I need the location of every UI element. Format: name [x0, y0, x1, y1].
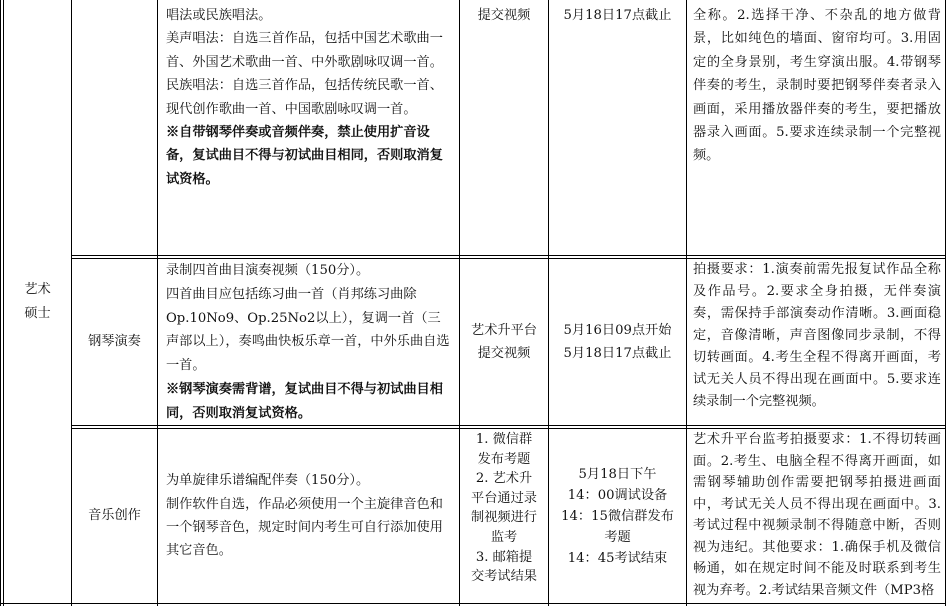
row1-content	[162, 4, 452, 254]
row3-time-line-2: 14：00调试设备	[567, 487, 668, 503]
category-line-1: 艺术	[24, 282, 51, 298]
row3-method-line-7: 3. 邮箱提	[475, 549, 533, 565]
row3-method-line-8: 交考试结果	[471, 569, 537, 585]
row2-content-line-1: 录制四首曲目演奏视频（150分）。	[166, 263, 370, 278]
row3-time-line-5: 14：45考试结束	[567, 550, 668, 566]
row2-subject	[72, 259, 157, 425]
row2-subject-label: 钢琴演奏	[88, 334, 141, 350]
row2-method-line-1: 艺术升平台	[471, 322, 537, 338]
row-divider-1	[71, 255, 946, 256]
row2-time	[549, 259, 686, 425]
table-border-right	[945, 0, 946, 606]
row1-method	[460, 4, 548, 254]
row2-method	[460, 259, 548, 425]
row3-requirements-text: 艺术升平台监考拍摄要求：1.不得切转画面。2.考生、电脑全程不得离开画面，如需钢琴辅助创作需要把钢琴拍摄进画面中，考试无关人员不得出现在画面中。3.考试过程中视频录制不得随意中断，否则视为违纪。其他要求：1.确保手机及微信畅通，如在规定时间不能及时联系到考生视为弃考。2.考试结果音频文件（MP3格	[693, 432, 941, 598]
row2-method-line-2: 提交视频	[477, 346, 531, 361]
row3-content	[162, 429, 452, 603]
row3-subject-label: 音乐创作	[88, 508, 141, 524]
row3-requirements	[690, 429, 945, 603]
row1-time	[549, 4, 686, 254]
row2-time-line-1: 5月16日09点开始	[563, 322, 672, 338]
row-divider-2	[71, 425, 946, 426]
row2-requirements-text: 拍摄要求：1.演奏前需先报复试作品全称及作品号。2.要求全身拍摄，无伴奏演奏，需保持手部演奏动作清晰。3.画面稳定，音像清晰，声音图像同步录制，不得切转画面。4.考生全程不得离开画面，考试无关人员不得出现在画面中。5.要求连续录制一个完整视频。	[693, 262, 941, 409]
table-border-left	[0, 0, 1, 606]
row1-note: ※自带钢琴伴奏或音频伴奏，禁止使用扩音设备，复试曲目不得与初试曲目相同，否则取消复试资格。	[166, 125, 443, 187]
row3-subject	[72, 429, 157, 603]
row1-requirements	[690, 4, 945, 254]
row3-content-line-2: 制作软件自选，作品必须使用一个主旋律音色和一个钢琴音色，规定时间内考生可自行添加使用其它音色。	[166, 496, 443, 559]
row3-content-line-1: 为单旋律乐谱编配伴奏（150分）。	[166, 473, 370, 489]
row3-time-line-1: 5月18日下午	[578, 466, 657, 482]
row2-requirements	[690, 259, 945, 425]
category-cell	[4, 0, 71, 603]
row3-time-line-3: 14：15微信群发布	[561, 508, 674, 524]
row3-method-line-1: 1. 微信群	[475, 432, 533, 447]
table-border-bottom	[0, 603, 946, 604]
column-divider-5	[686, 0, 687, 606]
row3-method	[460, 430, 548, 603]
row1-content-line-1: 唱法或民族唱法。	[166, 8, 272, 23]
row3-time-line-4: 考题	[604, 529, 631, 545]
category-line-2: 硕士	[24, 305, 51, 321]
row3-method-line-2: 发布考题	[477, 451, 531, 467]
row1-method-line-1: 提交视频	[477, 8, 531, 23]
row3-time	[549, 429, 686, 603]
row2-time-line-2: 5月18日17点截止	[563, 346, 672, 361]
row1-requirements-text: 全称。2.选择干净、不杂乱的地方做背景，比如纯色的墙面、窗帘均可。3.用固定的全身景别，考生穿演出服。4.带钢琴伴奏的考生，录制时要把钢琴伴奏者录入画面，采用播放器伴奏的考生，要把播放器录入画面。5.要求连续录制一个完整视频。	[693, 8, 941, 164]
column-divider-2	[157, 0, 158, 606]
row2-note: ※钢琴演奏需背谱，复试曲目不得与初试曲目相同，否则取消复试资格。	[166, 381, 443, 421]
row2-content	[162, 259, 452, 425]
row1-content-line-2: 美声唱法：自选三首作品，包括中国艺术歌曲一首、外国艺术歌曲一首、中外歌剧咏叹调一首。	[166, 31, 443, 70]
row3-method-line-4: 平台通过录	[471, 490, 537, 506]
row3-method-line-6: 监考	[490, 529, 518, 545]
row3-method-line-5: 制视频进行	[471, 510, 537, 526]
row2-content-line-2: 四首曲目应包括练习曲一首（肖邦练习曲除Op.10No9、Op.25No2以上），复调一首（三声部以上），奏鸣曲快板乐章一首，中外乐曲自选一首。	[166, 286, 450, 374]
row1-time-line-1: 5月18日17点截止	[563, 8, 672, 23]
row1-content-line-3: 民族唱法：自选三首作品，包括传统民歌一首、现代创作歌曲一首、中国歌剧咏叹调一首。	[166, 78, 443, 117]
row3-method-line-3: 2. 艺术升	[475, 471, 533, 487]
